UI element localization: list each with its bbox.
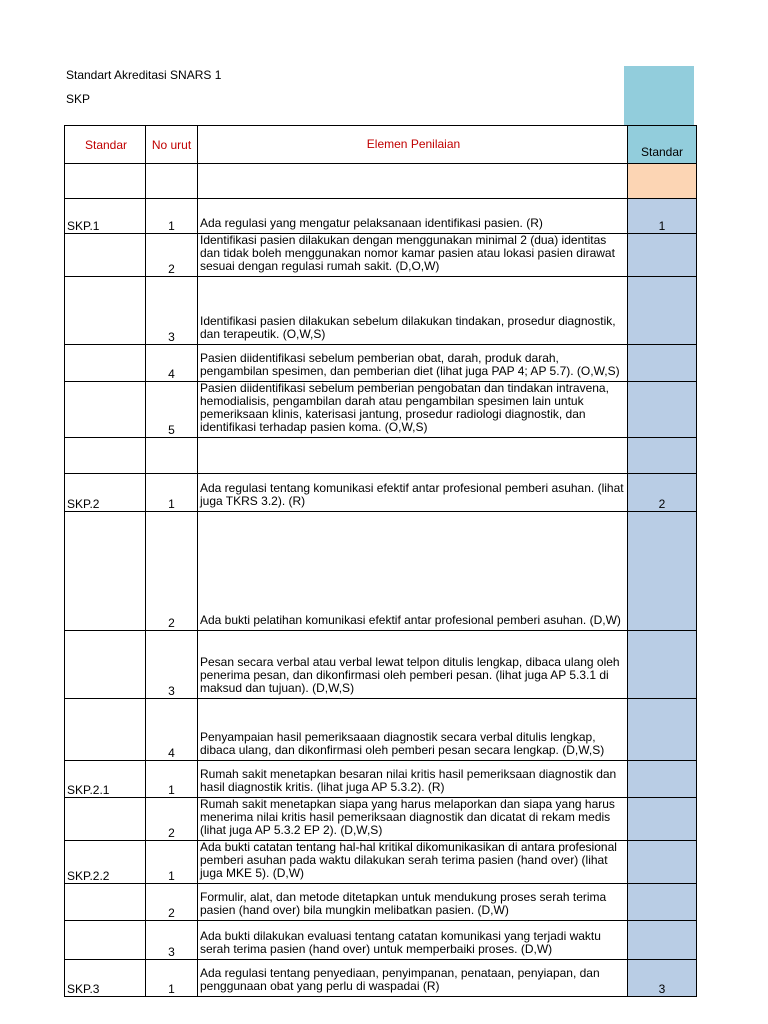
cell-standar <box>65 921 146 960</box>
cell-standar <box>65 884 146 921</box>
cell-no-urut: 2 <box>146 234 198 277</box>
cell-elemen <box>198 277 628 345</box>
cell-score <box>628 382 697 438</box>
cell-standar <box>65 345 146 382</box>
table-row <box>65 884 697 921</box>
cell-score: 2 <box>628 474 697 512</box>
table-row <box>65 382 697 438</box>
elemen-text: Ada bukti pelatihan komunikasi efektif antar profesional pemberi asuhan. (D,W) <box>200 613 621 627</box>
table-row <box>65 841 697 884</box>
document-subtitle: SKP <box>66 92 91 106</box>
cell-elemen <box>198 382 628 438</box>
cell-score <box>628 798 697 841</box>
elemen-text: Ada regulasi yang mengatur pelaksanaan identifikasi pasien. (R) <box>200 216 543 230</box>
cell-no-urut: 1 <box>146 474 198 512</box>
cell-score: 3 <box>628 960 697 997</box>
cell-score <box>628 699 697 761</box>
cell-no-urut: 1 <box>146 960 198 997</box>
cell-standar <box>65 164 146 199</box>
cell-elemen <box>198 884 628 921</box>
table-row <box>65 277 697 345</box>
cell-elemen <box>198 631 628 699</box>
cell-standar <box>65 512 146 631</box>
score-column-header-fill <box>624 66 694 125</box>
cell-elemen <box>198 164 628 199</box>
cell-no-urut: 1 <box>146 841 198 884</box>
cell-score <box>628 761 697 798</box>
cell-elemen <box>198 841 628 884</box>
elemen-text: Penyampaian hasil pemeriksaaan diagnostik secara verbal ditulis lengkap, dibaca ulang, dan dikonfirmasi oleh pemberi pesan secara lengkap. (D,W,S) <box>200 730 605 757</box>
cell-standar: SKP.2.1 <box>65 761 146 798</box>
table-row <box>65 345 697 382</box>
cell-standar: SKP.2.2 <box>65 841 146 884</box>
cell-elemen <box>198 512 628 631</box>
cell-score <box>628 841 697 884</box>
elemen-text: Pasien diidentifikasi sebelum pemberian pengobatan dan tindakan intravena, hemodialisis, pengambilan darah atau pengambilan spesimen lain untuk pemeriksaan klinis, katerisasi jantung, prosedur radiologi diagnostik, dan identifikasi terhadap pasien koma. (O,W,S) <box>200 381 609 434</box>
table-row <box>65 699 697 761</box>
cell-standar <box>65 234 146 277</box>
elemen-text: Pasien diidentifikasi sebelum pemberian obat, darah, produk darah, pengambilan spesimen, dan pemberian diet (lihat juga PAP 4; AP 5.7). (O,W,S) <box>200 351 620 378</box>
cell-standar <box>65 277 146 345</box>
table-row <box>65 438 697 474</box>
cell-elemen <box>198 474 628 512</box>
elemen-text: Ada bukti dilakukan evaluasi tentang catatan komunikasi yang terjadi waktu serah terima pasien (hand over) untuk memperbaiki proses. (D,W) <box>200 929 601 956</box>
cell-standar: SKP.1 <box>65 199 146 234</box>
cell-score <box>628 345 697 382</box>
cell-no-urut: 1 <box>146 199 198 234</box>
cell-no-urut: 4 <box>146 345 198 382</box>
cell-standar <box>65 631 146 699</box>
table-header-row <box>65 126 697 164</box>
cell-standar <box>65 798 146 841</box>
cell-elemen <box>198 234 628 277</box>
cell-no-urut: 2 <box>146 884 198 921</box>
cell-no-urut: 2 <box>146 512 198 631</box>
cell-standar <box>65 382 146 438</box>
elemen-text: Ada regulasi tentang komunikasi efektif antar profesional pemberi asuhan. (lihat juga TKRS 3.2). (R) <box>200 481 624 508</box>
elemen-text: Ada regulasi tentang penyediaan, penyimpanan, penataan, penyiapan, dan penggunaan obat yang perlu di waspadai (R) <box>200 966 600 993</box>
cell-elemen <box>198 699 628 761</box>
cell-score <box>628 164 697 199</box>
cell-no-urut: 1 <box>146 761 198 798</box>
table-row <box>65 512 697 631</box>
document-title: Standart Akreditasi SNARS 1 <box>66 68 222 82</box>
cell-score <box>628 921 697 960</box>
cell-elemen <box>198 199 628 234</box>
assessment-table <box>64 125 697 997</box>
table-row <box>65 921 697 960</box>
cell-score <box>628 438 697 474</box>
table-row <box>65 164 697 199</box>
cell-no-urut: 3 <box>146 631 198 699</box>
cell-standar <box>65 438 146 474</box>
cell-elemen <box>198 438 628 474</box>
cell-no-urut <box>146 438 198 474</box>
column-header-elemen: Elemen Penilaian <box>198 126 628 164</box>
table-row <box>65 631 697 699</box>
cell-no-urut: 3 <box>146 921 198 960</box>
cell-standar: SKP.3 <box>65 960 146 997</box>
elemen-text: Formulir, alat, dan metode ditetapkan untuk mendukung proses serah terima pasien (hand over) bila mungkin melibatkan pasien. (D,W) <box>200 890 607 917</box>
elemen-text: Identifikasi pasien dilakukan dengan menggunakan minimal 2 (dua) identitas dan tidak boleh menggunakan nomor kamar pasien atau lokasi pasien dirawat sesuai dengan regulasi rumah sakit. (D,O,W) <box>200 233 615 273</box>
elemen-text: Pesan secara verbal atau verbal lewat telpon ditulis lengkap, dibaca ulang oleh penerima pesan, dan dikonfirmasi oleh pemberi pesan. (lihat juga AP 5.3.1 di maksud dan tujuan). (D,W,S) <box>200 655 620 695</box>
cell-score <box>628 884 697 921</box>
cell-no-urut <box>146 164 198 199</box>
cell-elemen <box>198 921 628 960</box>
cell-no-urut: 2 <box>146 798 198 841</box>
cell-no-urut: 5 <box>146 382 198 438</box>
table-row <box>65 798 697 841</box>
table-row <box>65 474 697 512</box>
cell-standar <box>65 699 146 761</box>
cell-elemen <box>198 345 628 382</box>
cell-score <box>628 631 697 699</box>
table-row <box>65 761 697 798</box>
column-header-score: Standar <box>628 126 697 164</box>
cell-elemen <box>198 761 628 798</box>
table-row <box>65 234 697 277</box>
cell-score <box>628 512 697 631</box>
cell-score <box>628 234 697 277</box>
table-row <box>65 199 697 234</box>
elemen-text: Identifikasi pasien dilakukan sebelum dilakukan tindakan, prosedur diagnostik, dan terapeutik. (O,W,S) <box>200 314 616 341</box>
elemen-text: Rumah sakit menetapkan besaran nilai kritis hasil pemeriksaan diagnostik dan hasil diagnostik kritis. (lihat juga AP 5.3.2). (R) <box>200 767 617 794</box>
table-row <box>65 960 697 997</box>
column-header-standar: Standar <box>65 126 146 164</box>
cell-score <box>628 277 697 345</box>
cell-no-urut: 3 <box>146 277 198 345</box>
column-header-no-urut: No urut <box>146 126 198 164</box>
cell-standar: SKP.2 <box>65 474 146 512</box>
elemen-text: Ada bukti catatan tentang hal-hal kritikal dikomunikasikan di antara profesional pemberi asuhan pada waktu dilakukan serah terima pasien (hand over) (lihat juga MKE 5). (D,W) <box>200 840 617 880</box>
cell-elemen <box>198 960 628 997</box>
elemen-text: Rumah sakit menetapkan siapa yang harus melaporkan dan siapa yang harus menerima nilai kritis hasil pemeriksaan diagnostik dan dicatat di rekam medis (lihat juga AP 5.3.2 EP 2). (D,W,S) <box>200 797 615 837</box>
cell-score: 1 <box>628 199 697 234</box>
cell-no-urut: 4 <box>146 699 198 761</box>
cell-elemen <box>198 798 628 841</box>
